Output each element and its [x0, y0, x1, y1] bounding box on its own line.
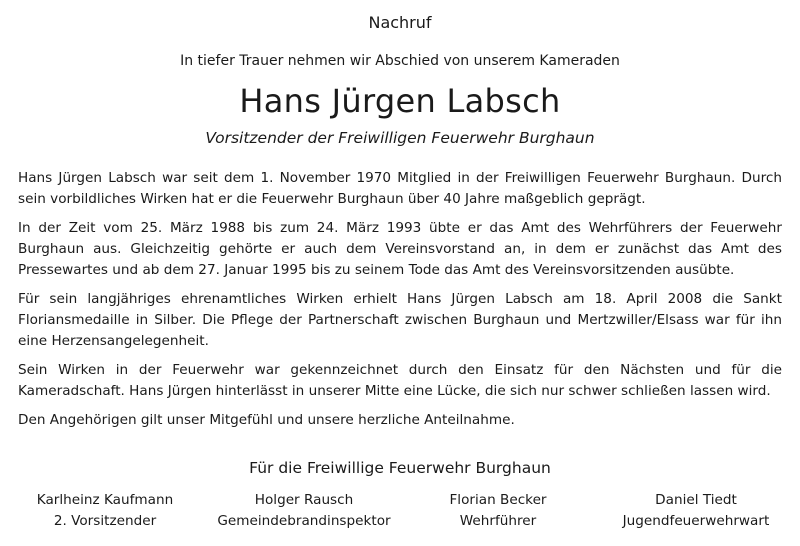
- paragraph-membership: Hans Jürgen Labsch war seit dem 1. November 1970 Mitglied in der Freiwilligen Feuerwehr Burghaun. Durch sein vorbildliches Wirken hat er die Feuerwehr Burghaun über 40 Jahre maßgeblich geprägt.: [18, 170, 782, 207]
- signer-block: [398, 490, 598, 532]
- signer-block: [596, 490, 796, 532]
- paragraph-honors: Für sein langjähriges ehrenamtliches Wirken erhielt Hans Jürgen Labsch am 18. April 2008 die Sankt Floriansmedaille in Silber. Die Pflege der Partnerschaft zwischen Burghaun und Mertzwiller/Elsass war für ihn eine Herzensangelegenheit.: [18, 291, 782, 349]
- signer-title: Gemeindebrandinspektor: [217, 513, 391, 529]
- signer-title: 2. Vorsitzender: [53, 513, 157, 529]
- signer-name: Florian Becker: [449, 492, 547, 508]
- signer-block: [204, 490, 404, 532]
- notice-heading: Nachruf: [368, 13, 432, 32]
- signature-title: Für die Freiwillige Feuerwehr Burghaun: [249, 459, 551, 477]
- deceased-role: Vorsitzender der Freiwilligen Feuerwehr Burghaun: [205, 129, 595, 147]
- signer-name: Daniel Tiedt: [655, 492, 737, 508]
- obituary-body: [18, 168, 782, 431]
- deceased-name: Hans Jürgen Labsch: [239, 82, 561, 120]
- signer-name: Karlheinz Kaufmann: [36, 492, 174, 508]
- signer-title: Wehrführer: [459, 513, 537, 529]
- paragraph-offices: In der Zeit vom 25. März 1988 bis zum 24. März 1993 übte er das Amt des Wehrführers der Feuerwehr Burghaun aus. Gleichzeitig gehörte er auch dem Vereinsvorstand an, in dem er zunächst das Amt des Pressewartes und ab dem 27. Januar 1995 bis zu seinem Tode das Amt des Vereinsvorsitzenden ausübte.: [18, 220, 782, 278]
- signer-name: Holger Rausch: [254, 492, 354, 508]
- paragraph-condolence: Den Angehörigen gilt unser Mitgefühl und unsere herzliche Anteilnahme.: [18, 412, 515, 428]
- intro-line: In tiefer Trauer nehmen wir Abschied von unserem Kameraden: [180, 53, 620, 69]
- signer-block: [5, 490, 205, 532]
- paragraph-tribute: Sein Wirken in der Feuerwehr war gekennzeichnet durch den Einsatz für den Nächsten und für die Kameradschaft. Hans Jürgen hinterlässt in unserer Mitte eine Lücke, die sich nur schwer schließen lassen wird.: [18, 362, 782, 399]
- signer-title: Jugendfeuerwehrwart: [622, 513, 770, 529]
